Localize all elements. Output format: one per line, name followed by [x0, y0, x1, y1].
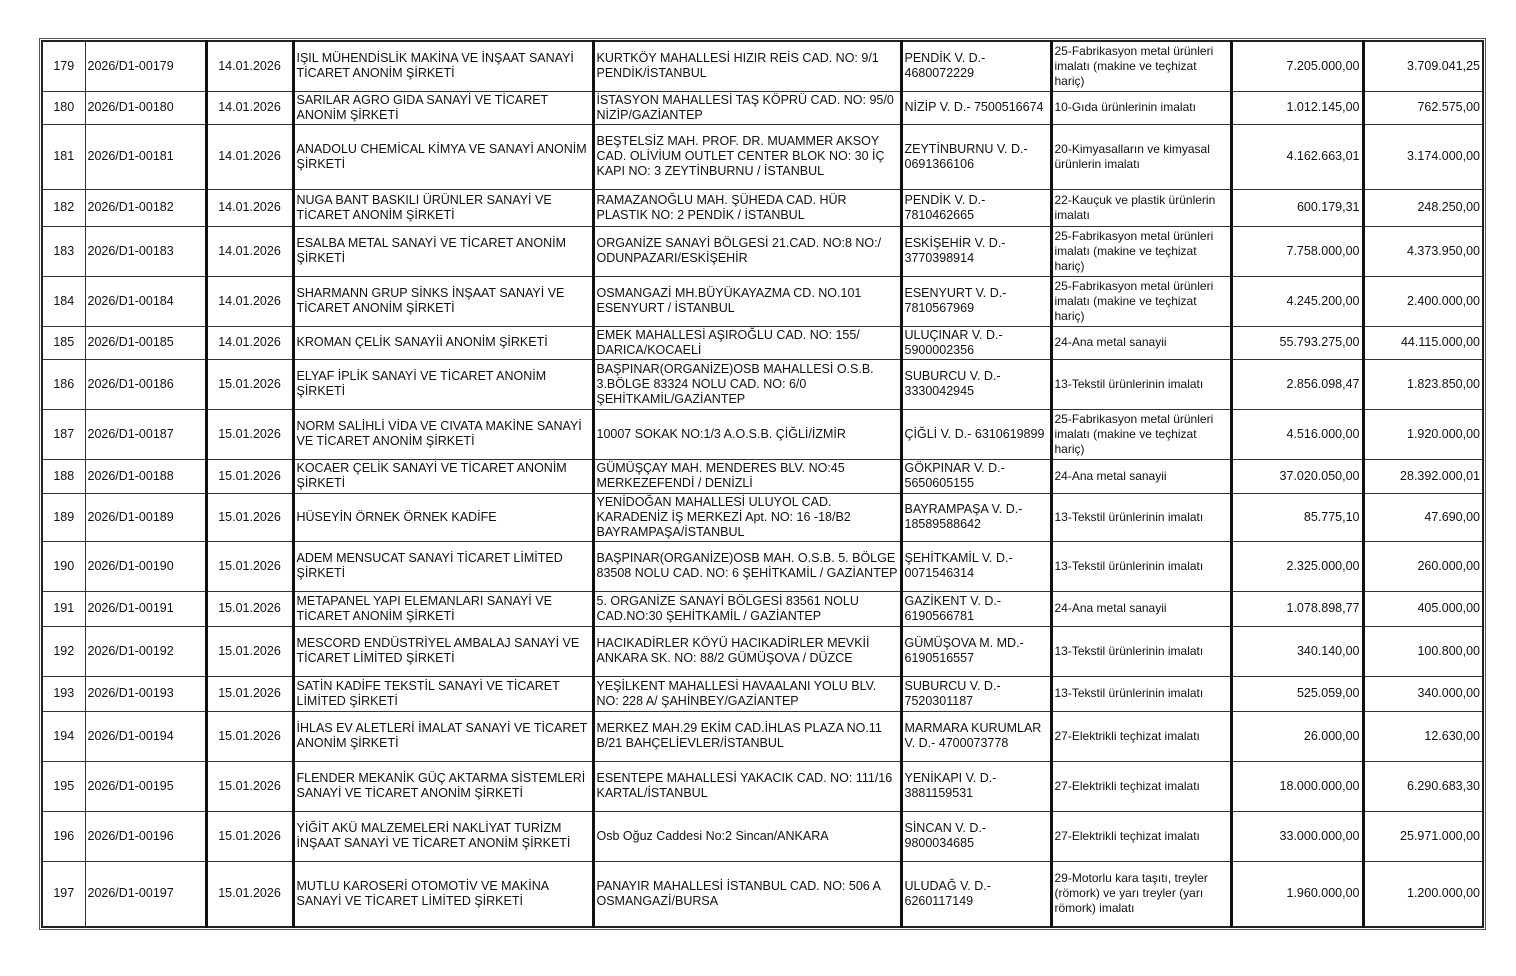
sector-cell: 13-Tekstil ürünlerinin imalatı — [1051, 493, 1231, 541]
sector-cell: 10-Gıda ürünlerinin imalatı — [1051, 91, 1231, 124]
tax-office-cell: GÖKPINAR V. D.- 5650605155 — [901, 459, 1051, 493]
tax-office-cell: YENİKAPI V. D.- 3881159531 — [901, 761, 1051, 811]
date-cell: 15.01.2026 — [206, 409, 293, 459]
table-row — [42, 409, 1483, 459]
sector-cell: 29-Motorlu kara taşıtı, treyler (römork) ve yarı treyler (yarı römork) imalatı — [1051, 861, 1231, 927]
table-row — [42, 124, 1483, 189]
document-number-cell: 2026/D1-00196 — [85, 811, 206, 861]
address-cell: ORGANİZE SANAYİ BÖLGESİ 21.CAD. NO:8 NO:/ ODUNPAZARI/ESKİŞEHİR — [593, 226, 901, 276]
company-name-cell: ANADOLU CHEMİCAL KİMYA VE SANAYİ ANONİM ŞİRKETİ — [293, 124, 593, 189]
total-investment-amount-cell: 4.516.000,00 — [1231, 409, 1363, 459]
sector-cell: 24-Ana metal sanayii — [1051, 459, 1231, 493]
sector-cell: 25-Fabrikasyon metal ürünleri imalatı (makine ve teçhizat hariç) — [1051, 226, 1231, 276]
address-cell: EMEK MAHALLESİ AŞIROĞLU CAD. NO: 155/ DARICA/KOCAELİ — [593, 326, 901, 359]
table-row — [42, 41, 1483, 91]
company-name-cell: METAPANEL YAPI ELEMANLARI SANAYİ VE TİCARET ANONİM ŞİRKETİ — [293, 591, 593, 626]
secondary-amount-cell: 3.174.000,00 — [1363, 124, 1483, 189]
tax-office-cell: ESENYURT V. D.- 7810567969 — [901, 276, 1051, 326]
address-cell: 10007 SOKAK NO:1/3 A.O.S.B. ÇİĞLİ/İZMİR — [593, 409, 901, 459]
company-name-cell: ELYAF İPLİK SANAYİ VE TİCARET ANONİM ŞİRKETİ — [293, 359, 593, 409]
table-row — [42, 541, 1483, 591]
sector-cell: 27-Elektrikli teçhizat imalatı — [1051, 811, 1231, 861]
row-number-cell: 180 — [42, 91, 85, 124]
table-row — [42, 761, 1483, 811]
total-investment-amount-cell: 2.325.000,00 — [1231, 541, 1363, 591]
sector-cell: 25-Fabrikasyon metal ürünleri imalatı (makine ve teçhizat hariç) — [1051, 276, 1231, 326]
date-cell: 15.01.2026 — [206, 359, 293, 409]
document-number-cell: 2026/D1-00179 — [85, 41, 206, 91]
tax-office-cell: SUBURCU V. D.- 7520301187 — [901, 676, 1051, 711]
document-number-cell: 2026/D1-00181 — [85, 124, 206, 189]
date-cell: 15.01.2026 — [206, 626, 293, 676]
secondary-amount-cell: 1.920.000,00 — [1363, 409, 1483, 459]
date-cell: 14.01.2026 — [206, 226, 293, 276]
total-investment-amount-cell: 37.020.050,00 — [1231, 459, 1363, 493]
company-name-cell: HÜSEYİN ÖRNEK ÖRNEK KADİFE — [293, 493, 593, 541]
document-number-cell: 2026/D1-00190 — [85, 541, 206, 591]
company-name-cell: SATİN KADİFE TEKSTİL SANAYİ VE TİCARET LİMİTED ŞİRKETİ — [293, 676, 593, 711]
document-number-cell: 2026/D1-00182 — [85, 189, 206, 226]
table-row — [42, 591, 1483, 626]
secondary-amount-cell: 340.000,00 — [1363, 676, 1483, 711]
row-number-cell: 197 — [42, 861, 85, 927]
address-cell: OSMANGAZİ MH.BÜYÜKAYAZMA CD. NO.101 ESENYURT / İSTANBUL — [593, 276, 901, 326]
address-cell: 5. ORGANİZE SANAYİ BÖLGESİ 83561 NOLU CAD.NO:30 ŞEHİTKAMİL / GAZİANTEP — [593, 591, 901, 626]
table-row — [42, 91, 1483, 124]
tax-office-cell: ŞEHİTKAMİL V. D.- 0071546314 — [901, 541, 1051, 591]
document-number-cell: 2026/D1-00180 — [85, 91, 206, 124]
row-number-cell: 184 — [42, 276, 85, 326]
incentive-certificate-table — [41, 40, 1484, 928]
total-investment-amount-cell: 18.000.000,00 — [1231, 761, 1363, 811]
total-investment-amount-cell: 600.179,31 — [1231, 189, 1363, 226]
date-cell: 14.01.2026 — [206, 124, 293, 189]
document-number-cell: 2026/D1-00193 — [85, 676, 206, 711]
date-cell: 15.01.2026 — [206, 676, 293, 711]
company-name-cell: NORM SALİHLİ VİDA VE CIVATA MAKİNE SANAYİ VE TİCARET ANONİM ŞİRKETİ — [293, 409, 593, 459]
total-investment-amount-cell: 1.012.145,00 — [1231, 91, 1363, 124]
document-number-cell: 2026/D1-00183 — [85, 226, 206, 276]
tax-office-cell: PENDİK V. D.- 7810462665 — [901, 189, 1051, 226]
secondary-amount-cell: 260.000,00 — [1363, 541, 1483, 591]
date-cell: 15.01.2026 — [206, 591, 293, 626]
table-row — [42, 861, 1483, 927]
sector-cell: 25-Fabrikasyon metal ürünleri imalatı (makine ve teçhizat hariç) — [1051, 41, 1231, 91]
row-number-cell: 190 — [42, 541, 85, 591]
secondary-amount-cell: 1.200.000,00 — [1363, 861, 1483, 927]
address-cell: HACIKADİRLER KÖYÜ HACIKADİRLER MEVKİİ ANKARA SK. NO: 88/2 GÜMÜŞOVA / DÜZCE — [593, 626, 901, 676]
row-number-cell: 191 — [42, 591, 85, 626]
total-investment-amount-cell: 7.758.000,00 — [1231, 226, 1363, 276]
row-number-cell: 189 — [42, 493, 85, 541]
address-cell: RAMAZANOĞLU MAH. ŞÜHEDA CAD. HÜR PLASTIK NO: 2 PENDİK / İSTANBUL — [593, 189, 901, 226]
total-investment-amount-cell: 7.205.000,00 — [1231, 41, 1363, 91]
secondary-amount-cell: 47.690,00 — [1363, 493, 1483, 541]
tax-office-cell: ÇİĞLİ V. D.- 6310619899 — [901, 409, 1051, 459]
row-number-cell: 193 — [42, 676, 85, 711]
table-row — [42, 276, 1483, 326]
company-name-cell: IŞIL MÜHENDİSLİK MAKİNA VE İNŞAAT SANAYİ TİCARET ANONİM ŞİRKETİ — [293, 41, 593, 91]
document-number-cell: 2026/D1-00188 — [85, 459, 206, 493]
sector-cell: 13-Tekstil ürünlerinin imalatı — [1051, 541, 1231, 591]
address-cell: BAŞPINAR(ORGANİZE)OSB MAHALLESİ O.S.B. 3.BÖLGE 83324 NOLU CAD. NO: 6/0 ŞEHİTKAMİL/GAZİANTEP — [593, 359, 901, 409]
company-name-cell: MUTLU KAROSERİ OTOMOTİV VE MAKİNA SANAYİ VE TİCARET LİMİTED ŞİRKETİ — [293, 861, 593, 927]
sector-cell: 24-Ana metal sanayii — [1051, 326, 1231, 359]
address-cell: YEŞİLKENT MAHALLESİ HAVAALANI YOLU BLV. NO: 228 A/ ŞAHİNBEY/GAZİANTEP — [593, 676, 901, 711]
row-number-cell: 185 — [42, 326, 85, 359]
company-name-cell: YİĞİT AKÜ MALZEMELERİ NAKLİYAT TURİZM İNŞAAT SANAYİ VE TİCARET ANONİM ŞİRKETİ — [293, 811, 593, 861]
company-name-cell: ADEM MENSUCAT SANAYİ TİCARET LİMİTED ŞİRKETİ — [293, 541, 593, 591]
secondary-amount-cell: 405.000,00 — [1363, 591, 1483, 626]
tax-office-cell: ULUDAĞ V. D.- 6260117149 — [901, 861, 1051, 927]
document-number-cell: 2026/D1-00195 — [85, 761, 206, 811]
address-cell: YENİDOĞAN MAHALLESİ ULUYOL CAD. KARADENİZ İŞ MERKEZİ Apt. NO: 16 -18/B2 BAYRAMPAŞA/İSTANBUL — [593, 493, 901, 541]
company-name-cell: FLENDER MEKANİK GÜÇ AKTARMA SİSTEMLERİ SANAYİ VE TİCARET ANONİM ŞİRKETİ — [293, 761, 593, 811]
company-name-cell: MESCORD ENDÜSTRİYEL AMBALAJ SANAYİ VE TİCARET LİMİTED ŞİRKETİ — [293, 626, 593, 676]
row-number-cell: 186 — [42, 359, 85, 409]
document-number-cell: 2026/D1-00194 — [85, 711, 206, 761]
date-cell: 15.01.2026 — [206, 711, 293, 761]
date-cell: 14.01.2026 — [206, 189, 293, 226]
company-name-cell: KROMAN ÇELİK SANAYİİ ANONİM ŞİRKETİ — [293, 326, 593, 359]
company-name-cell: SHARMANN GRUP SİNKS İNŞAAT SANAYİ VE TİCARET ANONİM ŞİRKETİ — [293, 276, 593, 326]
address-cell: BAŞPINAR(ORGANİZE)OSB MAH. O.S.B. 5. BÖLGE 83508 NOLU CAD. NO: 6 ŞEHİTKAMİL / GAZİANTEP — [593, 541, 901, 591]
total-investment-amount-cell: 4.245.200,00 — [1231, 276, 1363, 326]
row-number-cell: 188 — [42, 459, 85, 493]
sector-cell: 22-Kauçuk ve plastik ürünlerin imalatı — [1051, 189, 1231, 226]
sector-cell: 13-Tekstil ürünlerinin imalatı — [1051, 676, 1231, 711]
table-row — [42, 326, 1483, 359]
date-cell: 14.01.2026 — [206, 326, 293, 359]
document-number-cell: 2026/D1-00187 — [85, 409, 206, 459]
tax-office-cell: NİZİP V. D.- 7500516674 — [901, 91, 1051, 124]
total-investment-amount-cell: 85.775,10 — [1231, 493, 1363, 541]
secondary-amount-cell: 28.392.000,01 — [1363, 459, 1483, 493]
tax-office-cell: ZEYTİNBURNU V. D.- 0691366106 — [901, 124, 1051, 189]
date-cell: 14.01.2026 — [206, 276, 293, 326]
date-cell: 14.01.2026 — [206, 91, 293, 124]
table-row — [42, 226, 1483, 276]
sector-cell: 20-Kimyasalların ve kimyasal ürünlerin imalatı — [1051, 124, 1231, 189]
tax-office-cell: ESKİŞEHİR V. D.- 3770398914 — [901, 226, 1051, 276]
address-cell: GÜMÜŞÇAY MAH. MENDERES BLV. NO:45 MERKEZEFENDİ / DENİZLİ — [593, 459, 901, 493]
address-cell: KURTKÖY MAHALLESİ HIZIR REİS CAD. NO: 9/1 PENDİK/İSTANBUL — [593, 41, 901, 91]
row-number-cell: 182 — [42, 189, 85, 226]
document-number-cell: 2026/D1-00184 — [85, 276, 206, 326]
total-investment-amount-cell: 1.078.898,77 — [1231, 591, 1363, 626]
total-investment-amount-cell: 4.162.663,01 — [1231, 124, 1363, 189]
company-name-cell: NUGA BANT BASKILI ÜRÜNLER SANAYİ VE TİCARET ANONİM ŞİRKETİ — [293, 189, 593, 226]
document-number-cell: 2026/D1-00192 — [85, 626, 206, 676]
table-body — [42, 41, 1483, 927]
table-row — [42, 493, 1483, 541]
document-number-cell: 2026/D1-00189 — [85, 493, 206, 541]
secondary-amount-cell: 4.373.950,00 — [1363, 226, 1483, 276]
document-number-cell: 2026/D1-00197 — [85, 861, 206, 927]
tax-office-cell: GÜMÜŞOVA M. MD.- 6190516557 — [901, 626, 1051, 676]
table-row — [42, 189, 1483, 226]
company-name-cell: SARILAR AGRO GIDA SANAYİ VE TİCARET ANONİM ŞİRKETİ — [293, 91, 593, 124]
row-number-cell: 183 — [42, 226, 85, 276]
secondary-amount-cell: 2.400.000,00 — [1363, 276, 1483, 326]
total-investment-amount-cell: 1.960.000,00 — [1231, 861, 1363, 927]
date-cell: 15.01.2026 — [206, 761, 293, 811]
row-number-cell: 187 — [42, 409, 85, 459]
tax-office-cell: GAZİKENT V. D.- 6190566781 — [901, 591, 1051, 626]
date-cell: 15.01.2026 — [206, 459, 293, 493]
sector-cell: 25-Fabrikasyon metal ürünleri imalatı (makine ve teçhizat hariç) — [1051, 409, 1231, 459]
secondary-amount-cell: 100.800,00 — [1363, 626, 1483, 676]
document-number-cell: 2026/D1-00186 — [85, 359, 206, 409]
address-cell: İSTASYON MAHALLESİ TAŞ KÖPRÜ CAD. NO: 95/0 NİZİP/GAZİANTEP — [593, 91, 901, 124]
document-number-cell: 2026/D1-00185 — [85, 326, 206, 359]
tax-office-cell: SİNCAN V. D.- 9800034685 — [901, 811, 1051, 861]
tax-office-cell: ULUÇINAR V. D.- 5900002356 — [901, 326, 1051, 359]
secondary-amount-cell: 44.115.000,00 — [1363, 326, 1483, 359]
company-name-cell: KOCAER ÇELİK SANAYİ VE TİCARET ANONİM ŞİRKETİ — [293, 459, 593, 493]
tax-office-cell: SUBURCU V. D.- 3330042945 — [901, 359, 1051, 409]
secondary-amount-cell: 1.823.850,00 — [1363, 359, 1483, 409]
tax-office-cell: MARMARA KURUMLAR V. D.- 4700073778 — [901, 711, 1051, 761]
date-cell: 15.01.2026 — [206, 493, 293, 541]
sector-cell: 13-Tekstil ürünlerinin imalatı — [1051, 626, 1231, 676]
table-row — [42, 359, 1483, 409]
tax-office-cell: BAYRAMPAŞA V. D.- 18589588642 — [901, 493, 1051, 541]
sector-cell: 13-Tekstil ürünlerinin imalatı — [1051, 359, 1231, 409]
secondary-amount-cell: 6.290.683,30 — [1363, 761, 1483, 811]
table-row — [42, 676, 1483, 711]
sector-cell: 27-Elektrikli teçhizat imalatı — [1051, 761, 1231, 811]
address-cell: BEŞTELSİZ MAH. PROF. DR. MUAMMER AKSOY CAD. OLİVİUM OUTLET CENTER BLOK NO: 30 İÇ KAPI NO: 3 ZEYTİNBURNU / İSTANBUL — [593, 124, 901, 189]
row-number-cell: 194 — [42, 711, 85, 761]
date-cell: 15.01.2026 — [206, 541, 293, 591]
address-cell: PANAYIR MAHALLESİ İSTANBUL CAD. NO: 506 A OSMANGAZİ/BURSA — [593, 861, 901, 927]
table-row — [42, 711, 1483, 761]
row-number-cell: 179 — [42, 41, 85, 91]
address-cell: ESENTEPE MAHALLESİ YAKACIK CAD. NO: 111/16 KARTAL/İSTANBUL — [593, 761, 901, 811]
row-number-cell: 192 — [42, 626, 85, 676]
tax-office-cell: PENDİK V. D.- 4680072229 — [901, 41, 1051, 91]
company-name-cell: İHLAS EV ALETLERİ İMALAT SANAYİ VE TİCARET ANONİM ŞİRKETİ — [293, 711, 593, 761]
total-investment-amount-cell: 26.000,00 — [1231, 711, 1363, 761]
secondary-amount-cell: 248.250,00 — [1363, 189, 1483, 226]
address-cell: Osb Oğuz Caddesi No:2 Sincan/ANKARA — [593, 811, 901, 861]
total-investment-amount-cell: 2.856.098,47 — [1231, 359, 1363, 409]
company-name-cell: ESALBA METAL SANAYİ VE TİCARET ANONİM ŞİRKETİ — [293, 226, 593, 276]
date-cell: 14.01.2026 — [206, 41, 293, 91]
row-number-cell: 181 — [42, 124, 85, 189]
address-cell: MERKEZ MAH.29 EKİM CAD.İHLAS PLAZA NO.11 B/21 BAHÇELİEVLER/İSTANBUL — [593, 711, 901, 761]
date-cell: 15.01.2026 — [206, 861, 293, 927]
total-investment-amount-cell: 33.000.000,00 — [1231, 811, 1363, 861]
secondary-amount-cell: 3.709.041,25 — [1363, 41, 1483, 91]
row-number-cell: 195 — [42, 761, 85, 811]
total-investment-amount-cell: 55.793.275,00 — [1231, 326, 1363, 359]
document-number-cell: 2026/D1-00191 — [85, 591, 206, 626]
table-row — [42, 626, 1483, 676]
table-row — [42, 811, 1483, 861]
secondary-amount-cell: 25.971.000,00 — [1363, 811, 1483, 861]
table-row — [42, 459, 1483, 493]
sector-cell: 27-Elektrikli teçhizat imalatı — [1051, 711, 1231, 761]
secondary-amount-cell: 12.630,00 — [1363, 711, 1483, 761]
row-number-cell: 196 — [42, 811, 85, 861]
total-investment-amount-cell: 340.140,00 — [1231, 626, 1363, 676]
sector-cell: 24-Ana metal sanayii — [1051, 591, 1231, 626]
total-investment-amount-cell: 525.059,00 — [1231, 676, 1363, 711]
date-cell: 15.01.2026 — [206, 811, 293, 861]
secondary-amount-cell: 762.575,00 — [1363, 91, 1483, 124]
